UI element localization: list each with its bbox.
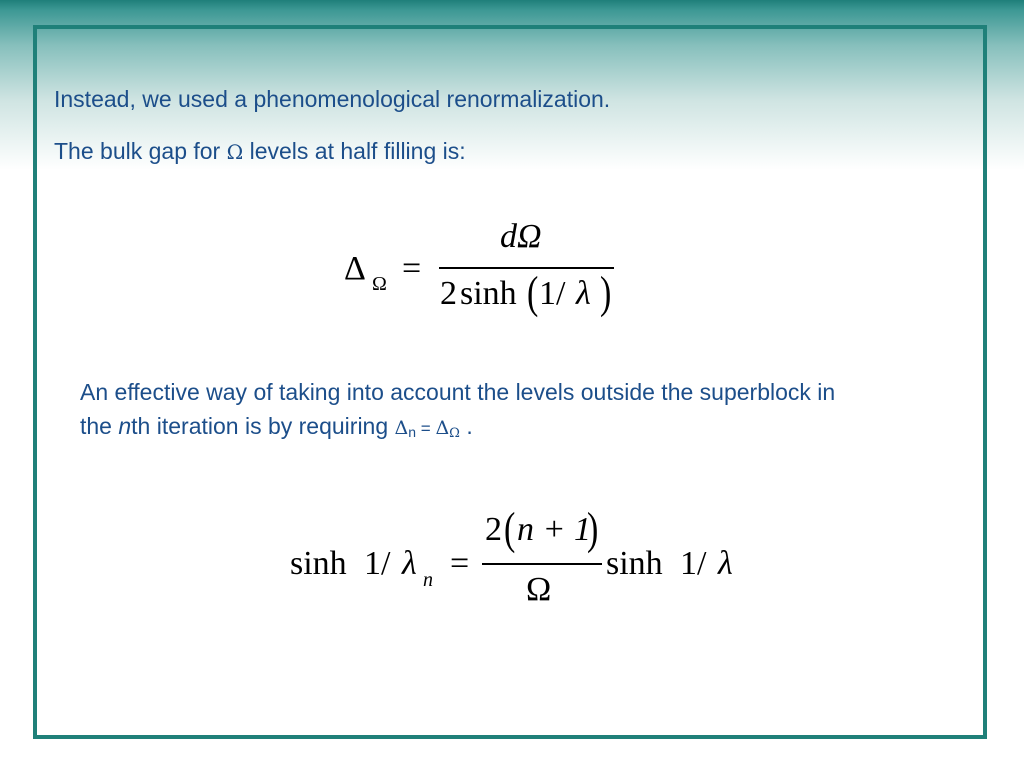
eq1-argument: 1/ bbox=[539, 275, 566, 312]
para-delta-n: Δ bbox=[394, 417, 409, 439]
eq2-numerator-expression: n + 1 bbox=[517, 511, 591, 548]
para-sub-n: n bbox=[408, 424, 417, 440]
eq1-denominator-sinh: sinh bbox=[460, 275, 517, 312]
eq2-lhs-argument: 1/ bbox=[364, 545, 391, 582]
para-sub-omega: Ω bbox=[449, 426, 460, 441]
eq2-lhs-sinh: sinh bbox=[290, 545, 347, 582]
eq1-delta-subscript: Ω bbox=[372, 273, 387, 295]
eq2-lhs-lambda: λ bbox=[402, 545, 417, 582]
bulk-gap-text-after: levels at half filling is: bbox=[243, 138, 466, 164]
eq2-rhs-sinh: sinh bbox=[606, 545, 663, 582]
gap-equation bbox=[340, 215, 630, 330]
omega-symbol: Ω bbox=[226, 140, 244, 164]
eq1-lambda: λ bbox=[576, 275, 591, 312]
eq1-numerator: dΩ bbox=[500, 218, 542, 255]
eq2-denominator-omega: Ω bbox=[526, 571, 552, 608]
eq1-delta: Δ bbox=[344, 250, 366, 287]
eq2-left-paren: ( bbox=[504, 504, 516, 555]
eq2-fraction-bar bbox=[482, 563, 602, 565]
eq1-right-paren: ) bbox=[600, 268, 612, 319]
bulk-gap-text-before: The bulk gap for bbox=[54, 138, 227, 164]
eq2-lhs-subscript: n bbox=[423, 569, 433, 591]
eq2-right-paren: ) bbox=[587, 504, 599, 555]
bulk-gap-line bbox=[54, 138, 466, 165]
para-delta-omega: Δ bbox=[435, 417, 450, 439]
eq2-numerator-coeff: 2 bbox=[485, 511, 502, 548]
eq2-rhs-lambda: λ bbox=[718, 545, 733, 582]
para-n-italic: n bbox=[118, 413, 132, 439]
para-text-1: An effective way of taking into account the levels outside the superblock in the bbox=[80, 379, 836, 439]
para-equals: = bbox=[416, 419, 436, 438]
eq1-equals: = bbox=[402, 250, 422, 287]
para-end: . bbox=[459, 413, 473, 439]
renormalization-equation bbox=[290, 505, 750, 620]
eq1-left-paren: ( bbox=[527, 268, 539, 319]
intro-line bbox=[54, 86, 610, 113]
effective-way-paragraph bbox=[80, 375, 870, 451]
eq2-rhs-argument: 1/ bbox=[680, 545, 707, 582]
eq1-denominator-coeff: 2 bbox=[440, 275, 457, 312]
eq2-equals: = bbox=[450, 545, 470, 582]
para-text-2: th iteration is by requiring bbox=[131, 413, 395, 439]
intro-text: Instead, we used a phenomenological renormalization. bbox=[54, 86, 611, 112]
